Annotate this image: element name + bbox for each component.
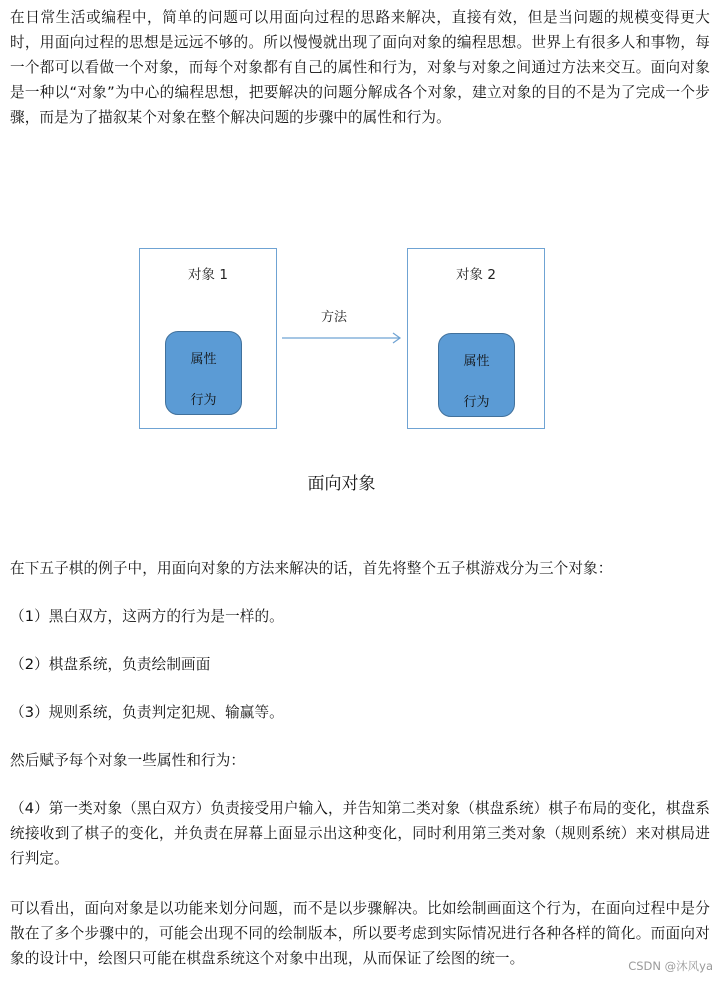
arrow-head: [393, 333, 400, 343]
object-2-attr-label: 属性: [463, 354, 490, 369]
object-2-behavior-label: 行为: [463, 395, 490, 410]
csdn-watermark: CSDN @沐风ya: [628, 959, 713, 973]
object-1-behavior-label: 行为: [190, 393, 217, 408]
method-label: 方法: [321, 310, 348, 325]
example-intro-paragraph: 在下五子棋的例子中，用面向对象的方法来解决的话，首先将整个五子棋游戏分为三个对象：: [10, 560, 613, 577]
object-2-box: [407, 248, 545, 429]
then-paragraph: 然后赋予每个对象一些属性和行为：: [10, 752, 246, 769]
object-1-attr-label: 属性: [190, 352, 217, 367]
list-item: （1）黑白双方，这两方的行为是一样的。: [10, 608, 284, 625]
method-arrow: [280, 330, 405, 346]
list-item: （3）规则系统，负责判定犯规、输赢等。: [10, 704, 284, 721]
intro-paragraph: 在日常生活或编程中，简单的问题可以用面向过程的思路来解决，直接有效，但是当问题的规模变得更大时，用面向过程的思想是远远不够的。所以慢慢就出现了面向对象的编程思想。世界上有很多人和事物，每一个都可以看做一个对象，而每个对象都有自己的属性和行为，对象与对象之间通过方法来交互。面向对象是一种以“对象”为中心的编程思想，把要解决的问题分解成各个对象，建立对象的目的不是为了完成一个步骤，而是为了描叙某个对象在整个解决问题的步骤中的属性和行为。: [10, 9, 710, 126]
list-item-4: （4）第一类对象（黑白双方）负责接受用户输入，并告知第二类对象（棋盘系统）棋子布局的变化，棋盘系统接收到了棋子的变化，并负责在屏幕上面显示出这种变化，同时利用第三类对象（规则系统）来对棋局进行判定。: [10, 800, 710, 867]
object-2-title: 对象 2: [456, 267, 496, 283]
object-1-inner-box: [165, 331, 242, 415]
list-item: （2）棋盘系统，负责绘制画面: [10, 656, 211, 673]
object-1-title: 对象 1: [188, 267, 228, 283]
object-1-box: [139, 248, 277, 429]
conclusion-paragraph: 可以看出，面向对象是以功能来划分问题，而不是以步骤解决。比如绘制画面这个行为，在面向过程中是分散在了多个步骤中的，可能会出现不同的绘制版本，所以要考虑到实际情况进行各种各样的简化。而面向对象的设计中，绘图只可能在棋盘系统这个对象中出现，从而保证了绘图的统一。: [10, 900, 710, 967]
object-2-inner-box: [438, 333, 515, 417]
diagram-caption: 面向对象: [307, 474, 376, 494]
